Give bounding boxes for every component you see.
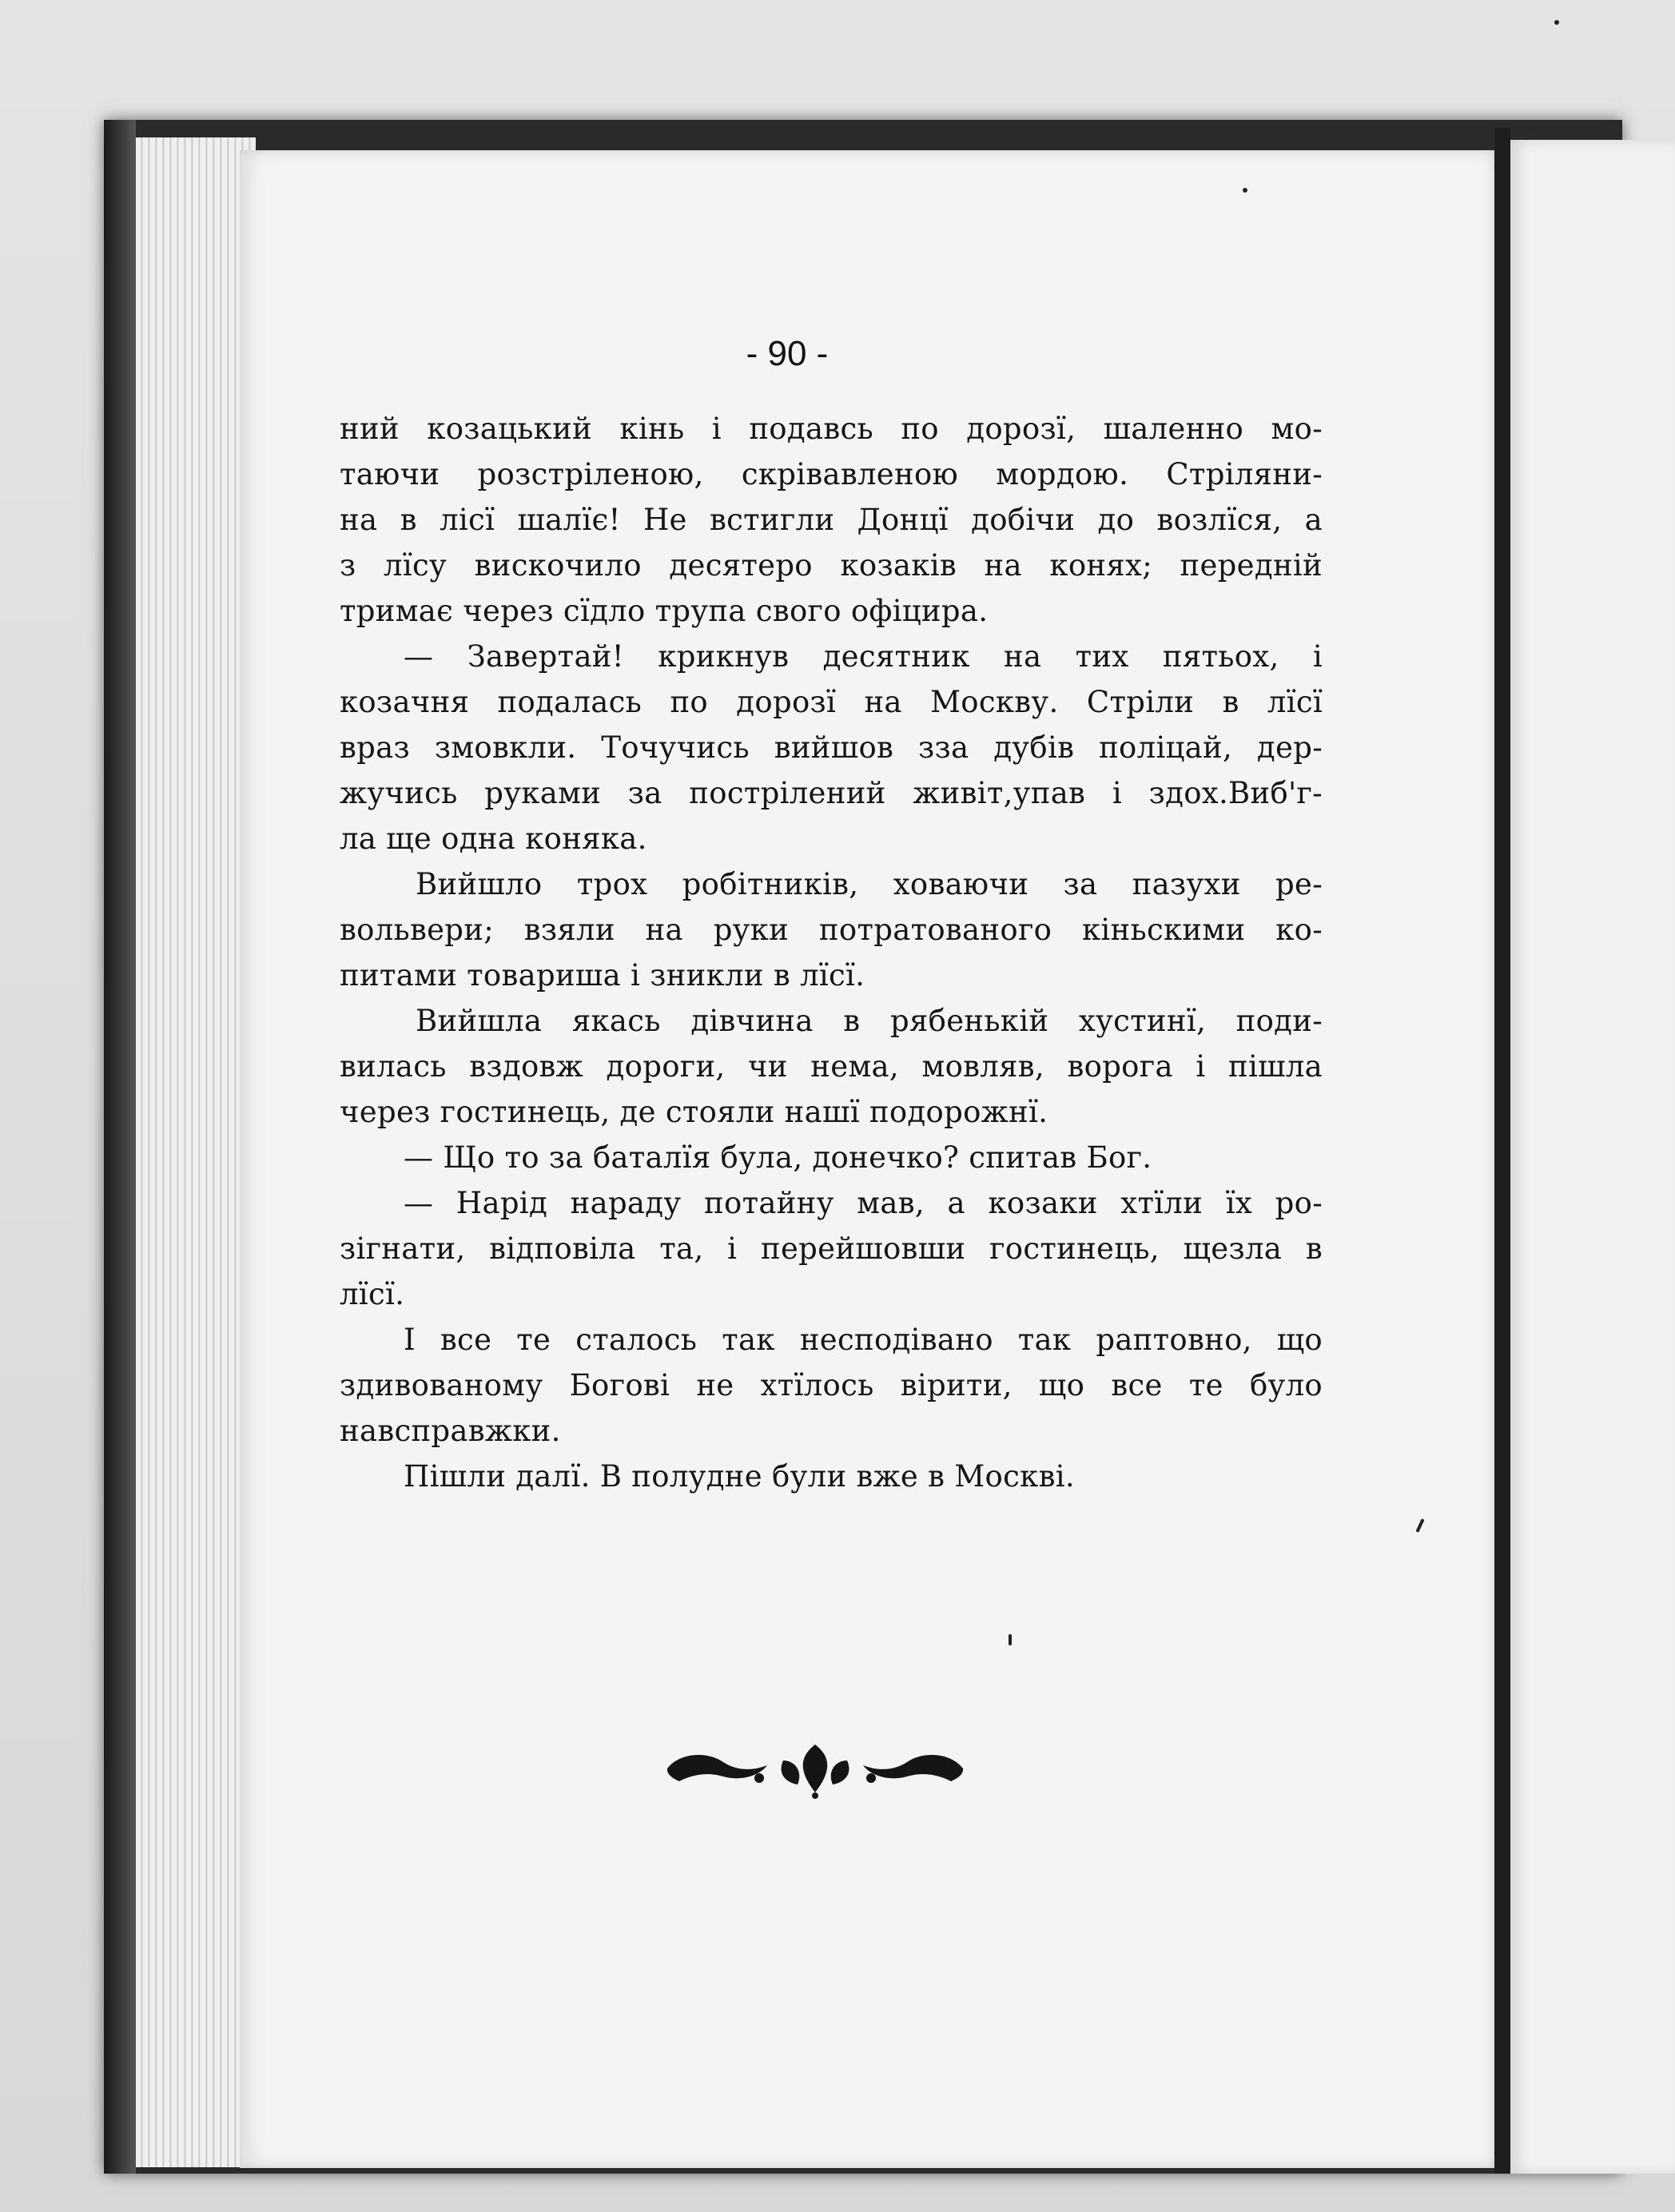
text-line: з лїсу вискочило десятеро козаків на конях; передній [340,548,1323,583]
text-line: зігнати, відповіла та, і перейшовши гостинець, щезла в [340,1231,1323,1266]
text-line: Вийшло трох робітників, ховаючи за пазухи ре- [416,867,1323,901]
text-line: таючи розстріленою, скрівавленою мордою. Стріляни- [340,457,1323,491]
text-line: через гостинець, де стояли нашї подорожнї. [340,1095,1048,1129]
facing-page-edge [1510,140,1675,2174]
text-line: жучись руками за пострілений живіт,упав і здох.Виб'г- [340,776,1323,810]
page-edges [136,137,256,2167]
text-line: на в лісї шалїє! Не встигли Донцї добічи до возлїся, а [340,503,1323,537]
text-line: Пішли далї. В полудне були вже в Москві. [404,1459,1075,1494]
text-line: тримає через сїдло трупа свого офіцира. [340,594,989,628]
text-line: Вийшла якась дівчина в рябенькій хустинї, поди- [416,1004,1323,1038]
text-line: лїсї. [340,1277,405,1311]
scan-speck [1009,1634,1012,1645]
text-line: навсправжки. [340,1414,561,1448]
scan-speck [1243,188,1247,193]
scan-speck [1554,20,1559,25]
book-page [240,150,1494,2168]
text-line: враз змовкли. Точучись вийшов зза дубів поліцай, дер- [340,730,1323,765]
text-line: — Завертай! крикнув десятник на тих пятьох, і [404,639,1323,674]
page-number: - 90 - [746,334,829,373]
text-line: вилась вздовж дороги, чи нема, мовляв, ворога і пішла [340,1049,1323,1084]
page-body-text [340,406,1323,1499]
text-line: здивованому Богові не хтїлось вірити, що все те було [340,1368,1323,1402]
text-line: ний козацький кінь і подавсь по дорозї, шаленно мо- [340,412,1323,446]
text-line: питами товариша і зникли в лїсї. [340,958,865,993]
book-gutter [1494,128,1510,2174]
text-line: — Нарід нараду потайну мав, а козаки хтїли їх ро- [404,1186,1323,1220]
text-line: ла ще одна коняка. [340,822,647,856]
text-line: вольвери; взяли на руки потратованого кіньскими ко- [340,913,1323,947]
ornament-flourish-icon [663,1737,967,1800]
text-line: — Що то за баталїя була, донечко? спитав Бог. [404,1140,1152,1175]
text-line: козачня подалась по дорозї на Москву. Стріли в лїсї [340,685,1323,719]
text-line: І все те сталось так несподівано так раптовно, що [404,1323,1323,1357]
book-spine [104,120,136,2174]
